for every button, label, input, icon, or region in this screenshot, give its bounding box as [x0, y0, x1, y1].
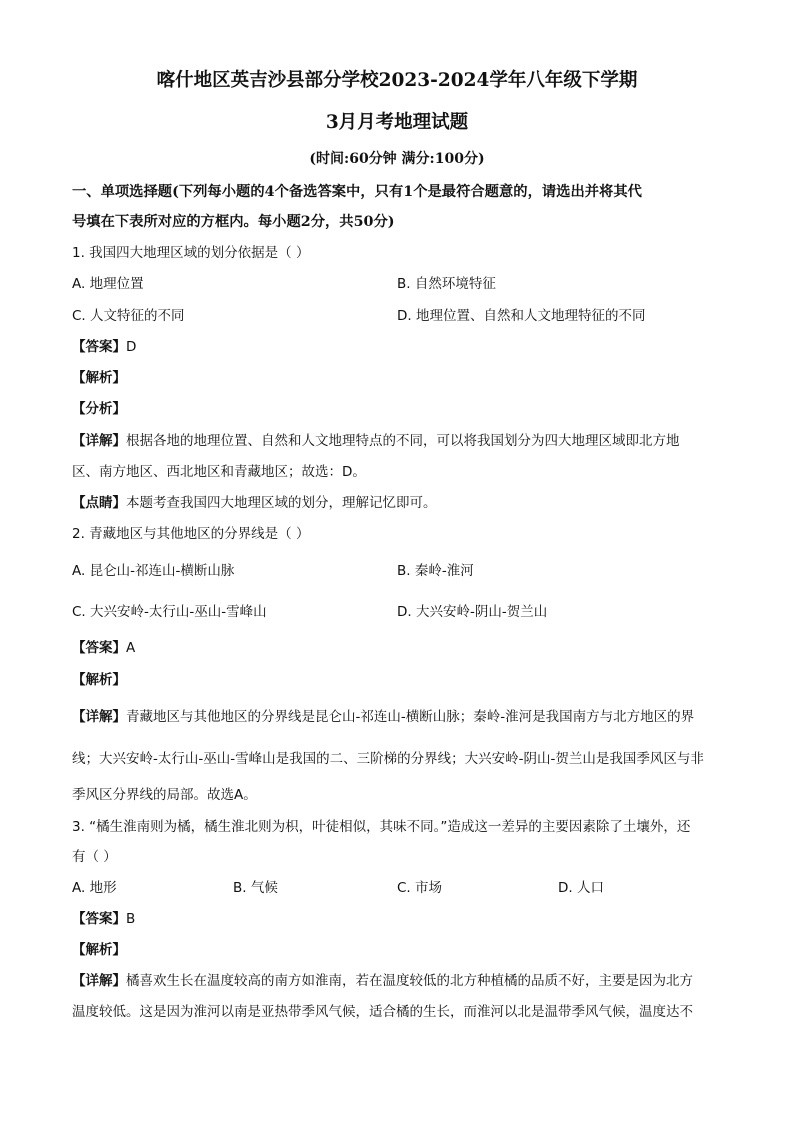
question-1-point — [72, 494, 437, 512]
question-3-analysis-tag: 【解析】 — [72, 942, 126, 958]
answer-value: D — [126, 339, 137, 355]
detail-text: 橘喜欢生长在温度较高的南方如淮南，若在温度较低的北方种植橘的品质不好，主要是因为北方 — [126, 973, 693, 989]
question-3-answer — [72, 910, 135, 928]
question-3-detail-line1 — [72, 972, 693, 990]
question-2-stem: 2. 青藏地区与其他地区的分界线是（ ） — [72, 526, 310, 542]
question-1-option-d: D. 地理位置、自然和人文地理特征的不同 — [397, 308, 646, 324]
question-1-fenxi-tag: 【分析】 — [72, 401, 126, 417]
question-3-option-b: B. 气候 — [233, 880, 278, 896]
question-2-option-a: A. 昆仑山-祁连山-横断山脉 — [72, 563, 235, 579]
question-2-detail-line3: 季风区分界线的局部。故选A。 — [72, 787, 257, 803]
detail-tag: 【详解】 — [72, 433, 126, 449]
question-1-detail-line1 — [72, 432, 680, 450]
question-3-stem-line1: 3. “橘生淮南则为橘，橘生淮北则为枳，叶徒相似，其味不同。”造成这一差异的主要因素除了土壤外，还 — [72, 819, 691, 835]
question-2-answer — [72, 639, 135, 657]
question-2-option-d: D. 大兴安岭-阴山-贺兰山 — [397, 604, 548, 620]
answer-tag: 【答案】 — [72, 640, 126, 656]
question-3-option-a: A. 地形 — [72, 880, 117, 896]
exam-title-line1: 喀什地区英吉沙县部分学校2023-2024学年八年级下学期 — [156, 70, 638, 91]
answer-tag: 【答案】 — [72, 911, 126, 927]
section-heading-line2: 号填在下表所对应的方框内。每小题2分，共50分) — [72, 214, 395, 230]
question-1-option-a: A. 地理位置 — [72, 276, 144, 292]
point-tag: 【点睛】 — [72, 495, 126, 511]
question-2-detail-line2: 线；大兴安岭-太行山-巫山-雪峰山是我国的二、三阶梯的分界线；大兴安岭-阴山-贺兰山是我国季风区与非 — [72, 751, 704, 767]
section-heading-line1: 一、单项选择题(下列每小题的4个备选答案中，只有1个是最符合题意的，请选出并将其代 — [72, 184, 642, 200]
exam-info: (时间:60分钟 满分:100分) — [309, 151, 485, 167]
detail-tag: 【详解】 — [72, 973, 126, 989]
answer-tag: 【答案】 — [72, 339, 126, 355]
question-2-option-b: B. 秦岭-淮河 — [397, 563, 474, 579]
question-1-option-b: B. 自然环境特征 — [397, 276, 496, 292]
question-3-option-c: C. 市场 — [397, 880, 443, 896]
exam-title-line2: 3月月考地理试题 — [325, 112, 469, 133]
detail-text: 根据各地的地理位置、自然和人文地理特点的不同，可以将我国划分为四大地理区域即北方地 — [126, 433, 680, 449]
question-2-analysis-tag: 【解析】 — [72, 672, 126, 688]
question-3-detail-line2: 温度较低。这是因为淮河以南是亚热带季风气候，适合橘的生长，而淮河以北是温带季风气候，温度达不 — [72, 1004, 693, 1020]
question-1-option-c: C. 人文特征的不同 — [72, 308, 185, 324]
question-2-detail-line1 — [72, 708, 694, 726]
question-3-stem-line2: 有（ ） — [72, 849, 117, 865]
question-2-option-c: C. 大兴安岭-太行山-巫山-雪峰山 — [72, 604, 267, 620]
answer-value: A — [126, 640, 136, 656]
detail-tag: 【详解】 — [72, 709, 126, 725]
question-1-answer — [72, 338, 136, 356]
question-1-detail-line2: 区、南方地区、西北地区和青藏地区；故选：D。 — [72, 464, 366, 480]
question-3-option-d: D. 人口 — [558, 880, 604, 896]
answer-value: B — [126, 911, 136, 927]
question-1-stem: 1. 我国四大地理区域的划分依据是（ ） — [72, 245, 310, 261]
question-1-analysis-tag: 【解析】 — [72, 370, 126, 386]
point-text: 本题考查我国四大地理区域的划分，理解记忆即可。 — [126, 495, 437, 511]
detail-text: 青藏地区与其他地区的分界线是昆仑山-祁连山-横断山脉；秦岭-淮河是我国南方与北方地区的界 — [126, 709, 695, 725]
